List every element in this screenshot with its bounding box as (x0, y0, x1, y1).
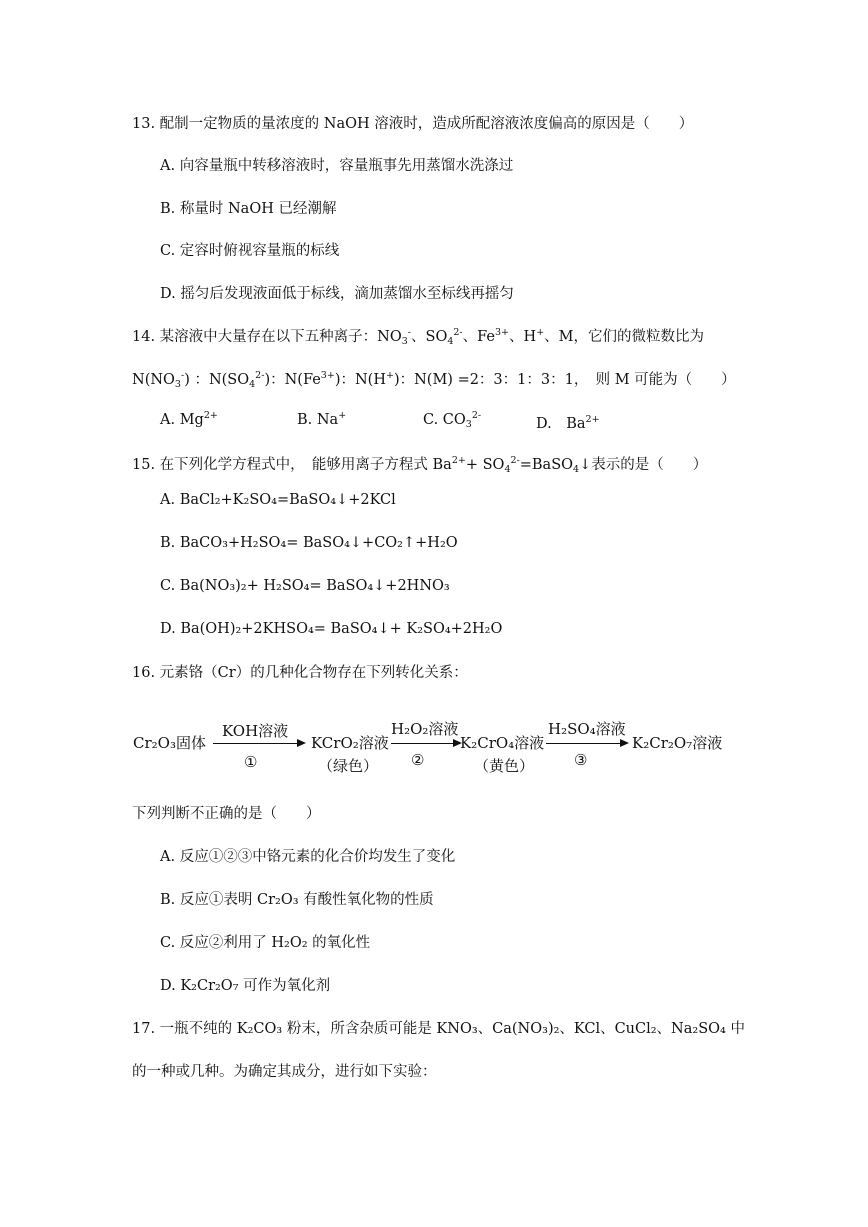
q15-option-d: D. Ba(OH)₂+2KHSO₄= BaSO₄↓+ K₂SO₄+2H₂O (160, 621, 503, 637)
scheme-reagent-1: KOH溶液 (222, 722, 289, 740)
scheme-color-green: （绿色） (318, 757, 379, 775)
q17-stem-line1: 17. 一瓶不纯的 K₂CO₃ 粉末，所含杂质可能是 KNO₃、Ca(NO₃)₂、KCl、CuCl₂、Na₂SO₄ 中 (132, 1021, 745, 1037)
scheme-species-k2cro4: K₂CrO₄溶液 (460, 734, 545, 752)
scheme-step-1: ① (244, 753, 258, 771)
q14-stem: 14. 某溶液中大量存在以下五种离子：$NO_3^-$、$SO_4^{2-}$、$Fe^{3+}$、H+、M，它们的微粒数比为 (132, 327, 705, 347)
scheme-arrow-3 (546, 743, 622, 744)
q13-stem: 13. 配制一定物质的量浓度的 NaOH 溶液时，造成所配溶液浓度偏高的原因是（ ） (132, 116, 694, 132)
q14-option-b: B. Na+ (297, 410, 347, 428)
q16-option-a: A. 反应①②③中铬元素的化合价均发生了变化 (160, 849, 456, 865)
scheme-species-cr2o3: Cr₂O₃固体 (133, 734, 206, 752)
q15-option-a: A. BaCl₂+K₂SO₄=BaSO₄↓+2KCl (160, 492, 396, 508)
q14-option-d: D. $Ba^{2+}$ (536, 414, 600, 432)
q17-stem-line2: 的一种或几种。为确定其成分，进行如下实验： (132, 1064, 437, 1080)
scheme-arrowhead-3 (620, 739, 629, 747)
q15-option-b: B. BaCO₃+H₂SO₄= BaSO₄↓+CO₂↑+H₂O (160, 535, 458, 551)
q16-option-d: D. K₂Cr₂O₇ 可作为氧化剂 (160, 978, 331, 994)
scheme-arrow-1 (213, 743, 299, 744)
q16-option-c: C. 反应②利用了 H₂O₂ 的氧化性 (160, 935, 371, 951)
scheme-step-3: ③ (574, 751, 588, 769)
q16-stem: 16. 元素铬（Cr）的几种化合物存在下列转化关系： (132, 665, 468, 681)
scheme-arrow-2 (391, 743, 455, 744)
q13-option-a: A. 向容量瓶中转移溶液时，容量瓶事先用蒸馏水洗涤过 (160, 158, 514, 174)
scheme-step-2: ② (411, 751, 425, 769)
scheme-reagent-2: H₂O₂溶液 (391, 720, 459, 738)
q15-option-c: C. Ba(NO₃)₂+ H₂SO₄= BaSO₄↓+2HNO₃ (160, 578, 450, 594)
q16-option-b: B. 反应①表明 Cr₂O₃ 有酸性氧化物的性质 (160, 892, 434, 908)
q14-option-a: A. $Mg^{2+}$ (160, 410, 218, 428)
scheme-species-k2cr2o7: K₂Cr₂O₇溶液 (632, 734, 723, 752)
scheme-color-yellow: （黄色） (474, 757, 535, 775)
q13-option-d: D. 摇匀后发现液面低于标线，滴加蒸馏水至标线再摇匀 (160, 286, 514, 302)
q16-prompt: 下列判断不正确的是（ ） (132, 806, 321, 822)
q13-option-b: B. 称量时 NaOH 已经潮解 (160, 201, 337, 217)
scheme-arrowhead-1 (297, 739, 306, 747)
q13-option-c: C. 定容时俯视容量瓶的标线 (160, 243, 340, 259)
q15-stem: 15. 在下列化学方程式中， 能够用离子方程式 $Ba^{2+}+$ $SO_4^{2-}=BaSO_4↓$表示的是（ ） (132, 455, 708, 475)
scheme-species-kcro2: KCrO₂溶液 (311, 734, 389, 752)
q14-ratio: $N(NO_3^-)$ ：$N(SO_4^{2-})$：$N(Fe^{3+})$：N(H+)：N(M) =2：3：1：3：1， 则 M 可能为（ ） (132, 370, 736, 390)
q14-option-c: C. $CO_3^{2-}$ (423, 410, 482, 430)
scheme-reagent-3: H₂SO₄溶液 (548, 720, 626, 738)
